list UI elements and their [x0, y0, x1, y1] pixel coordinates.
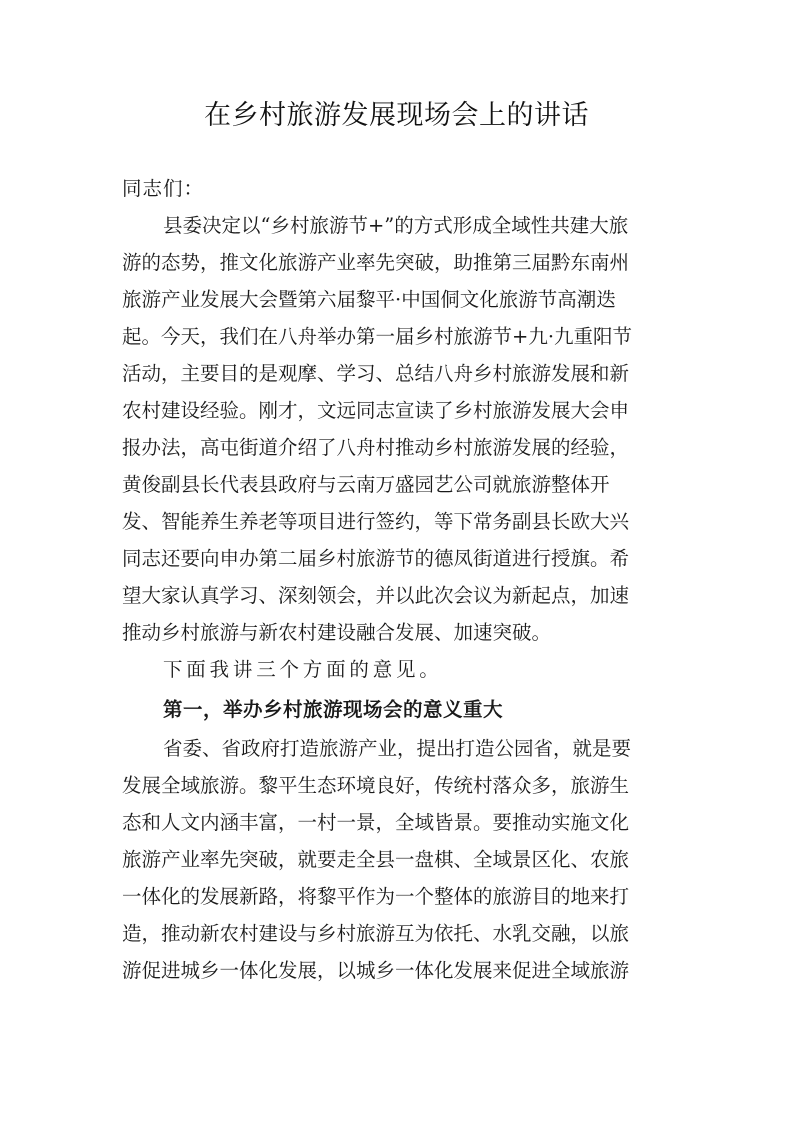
text-line: 县委决定以“乡村旅游节+”的方式形成全域性共建大旅: [163, 214, 629, 237]
document-body: [122, 170, 672, 989]
text-line: 旅游产业发展大会暨第六届黎平·中国侗文化旅游节高潮迭: [122, 288, 616, 311]
paragraph-outline: [122, 651, 672, 688]
text-line: 同志还要向申办第二届乡村旅游节的德凤街道进行授旗。希: [122, 547, 630, 570]
text-line: 农村建设经验。刚才，文远同志宣读了乡村旅游发展大会申: [122, 399, 630, 422]
text-line: 游促进城乡一体化发展，以城乡一体化发展来促进全域旅游: [122, 959, 630, 982]
salutation: 同志们：: [122, 177, 205, 200]
text-line: 造，推动新农村建设与乡村旅游互为依托、水乳交融，以旅: [122, 922, 630, 945]
document-title: 在乡村旅游发展现场会上的讲话: [204, 100, 589, 131]
text-line: 推动乡村旅游与新农村建设融合发展、加速突破。: [122, 621, 552, 644]
text-line: 态和人文内涵丰富，一村一景，全域皆景。要推动实施文化: [122, 811, 630, 834]
text-line: 省委、省政府打造旅游产业，提出打造公园省，就是要: [163, 737, 632, 760]
paragraph-section-1: [122, 730, 672, 989]
text-line: 报办法，高屯街道介绍了八舟村推动乡村旅游发展的经验，: [122, 436, 630, 459]
text-line: 黄俊副县长代表县政府与云南万盛园艺公司就旅游整体开: [122, 473, 610, 496]
text-line: 发展全域旅游。黎平生态环境良好，传统村落众多，旅游生: [122, 774, 630, 797]
text-line: 望大家认真学习、深刻领会，并以此次会议为新起点，加速: [122, 584, 630, 607]
text-line: 旅游产业率先突破，就要走全县一盘棋、全域景区化、农旅: [122, 848, 630, 871]
section-heading: 第一，举办乡村旅游现场会的意义重大: [163, 698, 504, 721]
paragraph-intro: [122, 207, 672, 651]
text-line: 活动，主要目的是观摩、学习、总结八舟乡村旅游发展和新: [122, 362, 630, 385]
text-line: 发、智能养生养老等项目进行签约，等下常务副县长欧大兴: [122, 510, 630, 533]
text-line: 游的态势，推文化旅游产业率先突破，助推第三届黔东南州: [122, 251, 630, 274]
text-line: 一体化的发展新路，将黎平作为一个整体的旅游目的地来打: [122, 885, 630, 908]
text-line: 下面我讲三个方面的意见。: [163, 658, 443, 681]
text-line: 起。今天，我们在八舟举办第一届乡村旅游节+九·九重阳节: [122, 325, 633, 348]
